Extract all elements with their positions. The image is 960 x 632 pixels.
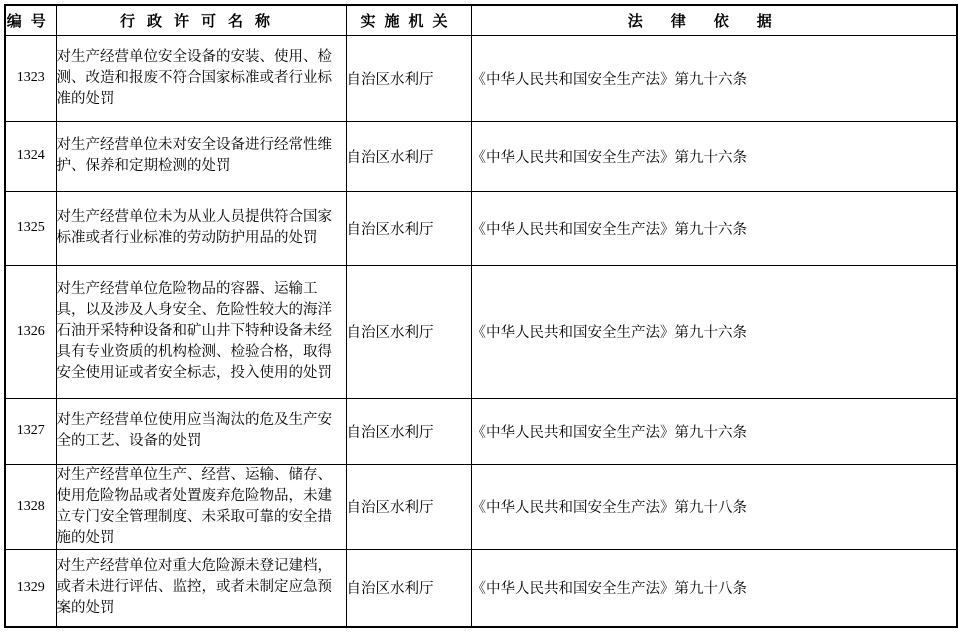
row-id: 1327 [5, 398, 56, 464]
legal-basis: 《中华人民共和国安全生产法》第九十八条 [471, 464, 957, 549]
agency: 自治区水利厅 [346, 35, 471, 121]
permit-name: 对生产经营单位未对安全设备进行经常性维护、保养和定期检测的处罚 [56, 121, 346, 191]
header-agency: 实施机关 [346, 5, 471, 35]
table-row [5, 549, 957, 627]
agency: 自治区水利厅 [346, 191, 471, 265]
table-row [5, 121, 957, 191]
permit-name: 对生产经营单位对重大危险源未登记建档，或者未进行评估、监控，或者未制定应急预案的处罚 [56, 549, 346, 627]
agency: 自治区水利厅 [346, 398, 471, 464]
legal-basis: 《中华人民共和国安全生产法》第九十六条 [471, 35, 957, 121]
header-permit-name: 行政许可名称 [56, 5, 346, 35]
administrative-permits-table [4, 4, 958, 628]
table-row [5, 265, 957, 398]
agency: 自治区水利厅 [346, 265, 471, 398]
legal-basis: 《中华人民共和国安全生产法》第九十六条 [471, 121, 957, 191]
permit-name: 对生产经营单位未为从业人员提供符合国家标准或者行业标准的劳动防护用品的处罚 [56, 191, 346, 265]
agency: 自治区水利厅 [346, 121, 471, 191]
permit-name: 对生产经营单位安全设备的安装、使用、检测、改造和报废不符合国家标准或者行业标准的处罚 [56, 35, 346, 121]
table-row [5, 464, 957, 549]
legal-basis: 《中华人民共和国安全生产法》第九十六条 [471, 265, 957, 398]
table-row [5, 191, 957, 265]
legal-basis: 《中华人民共和国安全生产法》第九十六条 [471, 398, 957, 464]
row-id: 1323 [5, 35, 56, 121]
legal-basis: 《中华人民共和国安全生产法》第九十六条 [471, 191, 957, 265]
table-row [5, 398, 957, 464]
header-id: 编号 [5, 5, 56, 35]
row-id: 1328 [5, 464, 56, 549]
permit-name: 对生产经营单位使用应当淘汰的危及生产安全的工艺、设备的处罚 [56, 398, 346, 464]
table-header-row [5, 5, 957, 35]
table-row [5, 35, 957, 121]
permit-name: 对生产经营单位生产、经营、运输、储存、使用危险物品或者处置废弃危险物品，未建立专门安全管理制度、未采取可靠的安全措施的处罚 [56, 464, 346, 549]
agency: 自治区水利厅 [346, 464, 471, 549]
header-legal-basis: 法律依据 [471, 5, 957, 35]
permit-name: 对生产经营单位危险物品的容器、运输工具，以及涉及人身安全、危险性较大的海洋石油开采特种设备和矿山井下特种设备未经具有专业资质的机构检测、检验合格，取得安全使用证或者安全标志，投入使用的处罚 [56, 265, 346, 398]
row-id: 1329 [5, 549, 56, 627]
agency: 自治区水利厅 [346, 549, 471, 627]
legal-basis: 《中华人民共和国安全生产法》第九十八条 [471, 549, 957, 627]
row-id: 1325 [5, 191, 56, 265]
row-id: 1324 [5, 121, 56, 191]
row-id: 1326 [5, 265, 56, 398]
